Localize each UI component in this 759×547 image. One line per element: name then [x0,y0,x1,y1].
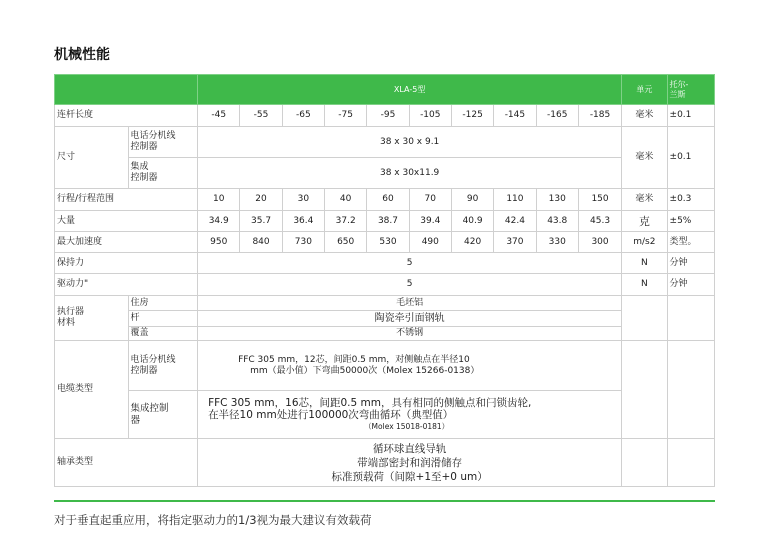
header-row [55,75,715,105]
unit-cell [622,296,667,341]
tolerance-cell: ±0.1 [667,127,714,189]
cable-spec-line: （Molex 15018-0181） [364,421,450,431]
tolerance-cell: ±0.1 [667,105,714,127]
cell: 150 [578,189,621,211]
cell: 39.4 [409,211,451,232]
row-rod-length [55,105,715,127]
tolerance-cell: ±0.3 [667,189,714,211]
cell: 530 [367,232,409,253]
unit-cell: 克 [622,211,667,232]
section-title: 机械性能 [54,47,110,63]
tolerance-cell [667,296,714,341]
row-material-1 [55,296,715,311]
cell: 38 x 30x11.9 [198,158,622,189]
cell: 370 [494,232,536,253]
cell: 730 [282,232,324,253]
sublabel: 住房 [128,296,198,311]
cell: -125 [451,105,493,127]
sublabel: 集成控制 器 [128,391,198,439]
sublabel: 电话分机线 控制器 [128,127,198,158]
unit-cell: 毫米 [622,127,667,189]
cell: 毛坯铝 [198,296,622,311]
unit-cell: 毫米 [622,105,667,127]
cell: 5 [198,253,622,274]
bearing-line: 标准预载荷（间隙+1至+0 um） [331,470,488,483]
sublabel: 电话分机线 控制器 [128,341,198,391]
cell [198,391,622,439]
cell: -75 [325,105,367,127]
sublabel: 覆盖 [128,327,198,341]
model-header: XLA-5型 [198,75,622,105]
cell: 70 [409,189,451,211]
cable-spec-line: 在半径10 mm处进行100000次弯曲循环（典型值） [208,408,454,421]
unit-cell [622,439,667,487]
cell: 420 [451,232,493,253]
cell: -105 [409,105,451,127]
sublabel: 集成 控制器 [128,158,198,189]
bearing-line: 循环球直线导轨 [372,442,447,455]
tolerance-cell: ±5% [667,211,714,232]
cell: -165 [536,105,578,127]
cable-spec-line: FFC 305 mm，12芯，间距0.5 mm，对侧触点在半径10 [238,354,470,365]
cell [198,341,622,391]
row-size-2 [55,158,715,189]
cell: 40 [325,189,367,211]
cell: 不锈钢 [198,327,622,341]
unit-header: 单元 [622,75,667,105]
tolerance-cell [667,341,714,439]
label-holding: 保持力 [55,253,198,274]
cell: 45.3 [578,211,621,232]
row-size-1 [55,127,715,158]
cell: -65 [282,105,324,127]
tolerance-cell: 类型。 [667,232,714,253]
unit-cell: N [622,274,667,296]
cell: 60 [367,189,409,211]
label-rod-length: 连杆长度 [55,105,198,127]
cell: 650 [325,232,367,253]
cell: 20 [240,189,282,211]
cell: 38 x 30 x 9.1 [198,127,622,158]
cell: 陶瓷牵引面钢轨 [198,311,622,327]
unit-cell [622,341,667,439]
tolerance-header: 托尔- 兰斯 [667,75,714,105]
cell: -95 [367,105,409,127]
row-cable-1 [55,341,715,391]
cell: 40.9 [451,211,493,232]
label-mass: 大量 [55,211,198,232]
cell: 30 [282,189,324,211]
row-material-2 [55,311,715,327]
cable-spec-line: mm（最小值）下弯曲50000次（Molex 15266-0138） [250,365,480,376]
label-stroke: 行程/行程范围 [55,189,198,211]
row-bearing [55,439,715,487]
cell: 36.4 [282,211,324,232]
unit-cell: m/s2 [622,232,667,253]
cell: 330 [536,232,578,253]
cell [198,439,622,487]
row-drive [55,274,715,296]
bearing-line: 带端部密封和润滑储存 [357,456,463,469]
footnote: 对于垂直起重应用，将指定驱动力的1/3视为最大建议有效载荷 [54,513,372,527]
table-bottom-rule [54,500,715,502]
row-material-3 [55,327,715,341]
tolerance-cell: 分钟 [667,253,714,274]
cell: 10 [198,189,240,211]
cell: -145 [494,105,536,127]
tolerance-cell: 分钟 [667,274,714,296]
spec-table [54,74,715,487]
cell: 950 [198,232,240,253]
cell: 490 [409,232,451,253]
label-bearing: 轴承类型 [55,439,198,487]
row-stroke [55,189,715,211]
unit-cell: N [622,253,667,274]
row-cable-2 [55,391,715,439]
cell: 130 [536,189,578,211]
row-holding [55,253,715,274]
cell: 5 [198,274,622,296]
row-accel [55,232,715,253]
cell: 43.8 [536,211,578,232]
row-mass [55,211,715,232]
cell: -185 [578,105,621,127]
cable-spec-line: FFC 305 mm，16芯，间距0.5 mm，具有相同的侧触点和闩锁齿轮, [208,396,532,409]
cell: 840 [240,232,282,253]
label-drive: 驱动力" [55,274,198,296]
cell: 110 [494,189,536,211]
tolerance-cell [667,439,714,487]
label-cable: 电缆类型 [55,341,129,439]
cell: 38.7 [367,211,409,232]
cell: 35.7 [240,211,282,232]
label-material: 执行器 材料 [55,296,129,341]
cell: 42.4 [494,211,536,232]
cell: 37.2 [325,211,367,232]
cell: -55 [240,105,282,127]
cell: -45 [198,105,240,127]
header-blank [55,75,198,105]
cell: 90 [451,189,493,211]
label-accel: 最大加速度 [55,232,198,253]
label-size: 尺寸 [55,127,129,189]
cell: 300 [578,232,621,253]
sublabel: 杆 [128,311,198,327]
unit-cell: 毫米 [622,189,667,211]
cell: 34.9 [198,211,240,232]
